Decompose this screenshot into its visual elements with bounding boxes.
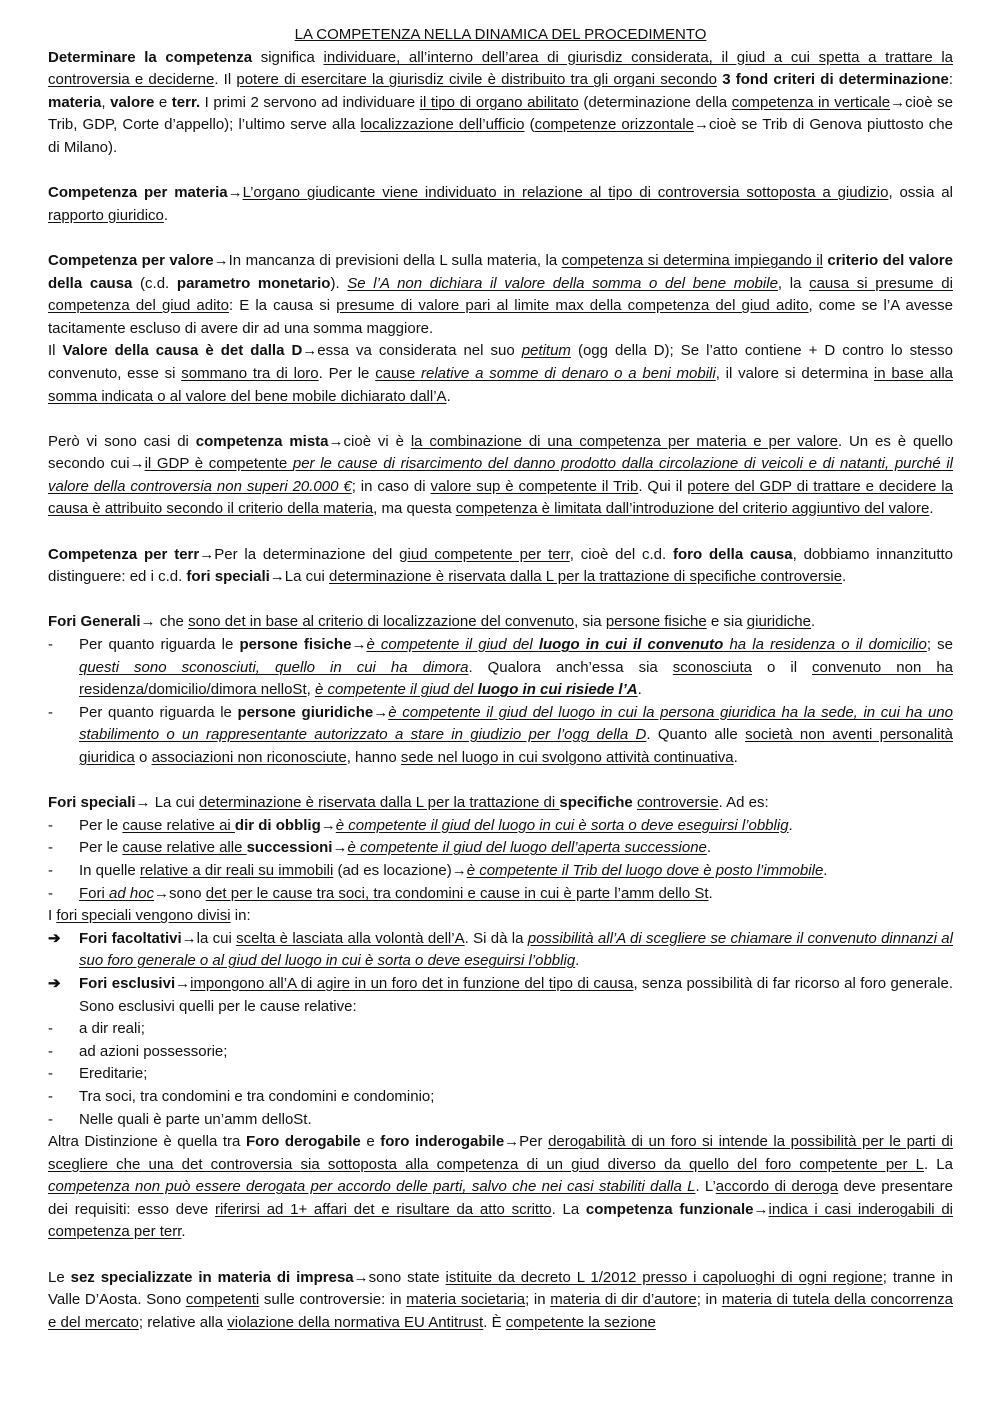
arrow-bullet-icon: ➔: [48, 974, 61, 992]
text-run: associazioni non riconosciute: [151, 749, 347, 766]
text-run: , cioè del c.d.: [569, 545, 674, 563]
text-run: fori speciali vengono divisi: [56, 907, 231, 925]
text-run: Altra Distinzione è quella tra: [48, 1133, 246, 1151]
text-run: competenze orizzontale: [534, 116, 694, 134]
text-run: . Il: [214, 71, 237, 89]
text-run: .: [446, 387, 451, 405]
text-run: .: [823, 861, 828, 879]
text-run: criterio del valore della causa: [48, 251, 953, 292]
text-run: . L’: [695, 1178, 716, 1196]
text-run: localizzazione dell’ufficio: [360, 116, 525, 134]
text-run: →cioè vi è: [328, 432, 411, 450]
text-run: fori speciali: [186, 568, 270, 586]
text-run: :: [948, 71, 953, 89]
text-run: Fori Generali: [48, 613, 141, 631]
text-run: determinazione è riservata dalla L per la trattazione di specifiche controversie: [329, 568, 843, 586]
text-run: Se l’A non dichiara il valore della somma o del bene mobile: [347, 274, 778, 292]
text-run: , senza possibilità di far ricorso al foro generale. Sono esclusivi quelli per le cause relative:: [79, 974, 953, 1015]
text-run: successioni: [246, 839, 333, 857]
text-run: . La: [924, 1155, 953, 1173]
text-run: potere di esercitare la giurisdiz civile è distribuito tra gli organi secondo: [236, 71, 717, 89]
text-run: . La: [551, 1200, 586, 1218]
text-run: , il valore si determina: [715, 364, 874, 382]
text-run: valore sup è competente il Trib: [430, 477, 639, 495]
dash-bullet: -: [48, 1110, 53, 1128]
text-run: →cioè se Trib, GDP, Corte d’appello); l’ultimo serve alla: [48, 93, 953, 134]
text-run: foro inderogabile: [380, 1133, 505, 1151]
text-run: I primi 2 servono ad individuare: [200, 93, 420, 111]
text-run: . Quanto alle: [646, 726, 746, 744]
text-run: →In mancanza di previsioni della L sulla materia, la: [213, 251, 562, 269]
text-run: ha la residenza o il domicilio: [723, 636, 927, 654]
dash-bullet: -: [48, 884, 53, 902]
dash-bullet: -: [48, 1065, 53, 1083]
text-run: →: [320, 816, 336, 834]
text-run: (: [524, 116, 535, 134]
text-run: Per le: [79, 816, 123, 834]
list-item: [48, 860, 953, 883]
text-run: In quelle: [79, 861, 140, 879]
text-run: →sono: [154, 884, 206, 902]
text-run: deve presentare dei requisiti: esso deve: [48, 1178, 953, 1218]
text-run: per le cause di risarcimento del danno prodotto dalla circolazione di veicoli e di natanti, purché il valore della controversia non superi 20.000 €: [48, 455, 954, 495]
text-run: persone fisiche: [605, 613, 707, 631]
text-run: cause relative ai: [122, 816, 235, 834]
text-run: in base alla somma indicata o al valore del bene mobile dichiarato dall’A: [48, 364, 953, 405]
list-item: [48, 928, 953, 973]
text-run: Competenza per materia: [48, 184, 228, 202]
text-run: (c.d.: [132, 274, 177, 292]
text-run: petitum: [521, 342, 571, 360]
text-run: è competente il giud del luogo dell’aperta successione: [347, 839, 707, 857]
paragraph-competenza-valore: [48, 250, 953, 340]
text-run: .: [708, 884, 713, 902]
text-run: relative a somme di denaro o a beni mobili: [421, 364, 716, 382]
list-item-text: Ereditarie;: [79, 1065, 148, 1083]
text-run: controversie: [636, 794, 719, 812]
text-run: Valore della causa è det dalla D: [62, 342, 303, 360]
paragraph-fori-speciali: [48, 792, 953, 815]
text-run: istituite da decreto L 1/2012 presso i capoluoghi di ogni regione: [445, 1268, 883, 1286]
dash-bullet: -: [48, 816, 53, 834]
list-item: [48, 1063, 953, 1086]
text-run: in:: [230, 907, 251, 925]
list-item: [48, 1018, 953, 1041]
text-run: o: [134, 749, 152, 766]
text-run: significa: [252, 48, 324, 66]
list-fori-esclusivi: [48, 1018, 953, 1131]
page-title: LA COMPETENZA NELLA DINAMICA DEL PROCEDIMENTO: [294, 26, 707, 43]
text-run: materia di dir d’autore: [550, 1291, 697, 1309]
text-run: scelta è lasciata alla volontà dell’A: [236, 929, 465, 947]
text-run: è competente il giud del: [366, 636, 539, 654]
text-run: (determinazione della: [578, 93, 732, 111]
text-run: .: [842, 568, 847, 586]
text-run: →La cui: [269, 568, 329, 586]
text-run: competenza funzionale: [585, 1200, 754, 1218]
text-run: (ogg della D); Se l’atto contiene + D contro lo stesso convenuto, esse si: [48, 342, 953, 382]
text-run: .: [163, 206, 169, 224]
text-run: ; in: [525, 1291, 551, 1309]
text-run: impongono all’A di agire in un foro det in funzione del tipo di causa: [190, 974, 634, 992]
text-run: sommano tra di loro: [181, 364, 319, 382]
arrow-bullet-icon: ➔: [48, 929, 61, 947]
text-run: (ad es locazione)→: [333, 861, 467, 879]
text-run: Determinare la competenza: [48, 48, 253, 66]
text-run: cause relative alle: [122, 839, 247, 857]
text-run: . Si dà la: [464, 929, 528, 947]
text-run: e: [154, 93, 172, 111]
text-run: sez specializzate in materia di impresa: [70, 1268, 354, 1286]
text-run: Fori speciali: [48, 794, 136, 812]
text-run: . Un es è quello secondo cui→: [48, 432, 953, 473]
text-run: foro della causa: [673, 545, 793, 563]
text-run: cause: [375, 364, 421, 382]
text-run: potere del GDP di trattare e decidere la causa è attribuito secondo il criterio della materia: [48, 477, 953, 518]
list-item-text: a dir reali;: [79, 1020, 145, 1038]
text-run: sede nel luogo in cui svolgono attività continuativa: [400, 749, 734, 766]
text-run: , ma questa: [373, 500, 456, 518]
text-run: →Per: [504, 1133, 549, 1151]
dash-bullet: -: [48, 703, 53, 721]
text-run: riferirsi ad 1+ affari det e risultare da atto scritto: [214, 1200, 552, 1218]
document-body: [48, 24, 953, 1334]
dash-bullet: -: [48, 861, 53, 879]
text-run: ; in caso di: [351, 477, 431, 495]
text-run: , la: [777, 274, 810, 292]
paragraph-competenza-materia: [48, 182, 953, 227]
text-run: Competenza per valore: [48, 251, 214, 269]
text-run: .: [575, 952, 580, 970]
text-run: rapporto giuridico: [48, 206, 164, 224]
text-run: possibilità all’A di scegliere se chiamare il convenuto dinnanzi al suo foro generale o al giud del luogo in cui è sorta o deve eseguirsi l’obblig: [79, 929, 953, 970]
list-item: [48, 973, 953, 1018]
list-fori-generali: [48, 634, 953, 770]
text-run: individuare, all’interno dell’area di giurisdiz considerata, il giud a cui spetta a trattare la controversia e deciderne: [48, 48, 953, 89]
text-run: è competente il Trib del luogo dove è posto l’immobile: [466, 861, 824, 879]
list-item-text: Tra soci, tra condomini e tra condomini e condominio;: [79, 1087, 435, 1105]
text-run: il tipo di organo abilitato: [419, 93, 579, 111]
text-run: . Ad es:: [718, 794, 769, 812]
text-run: valore: [110, 93, 155, 111]
list-item-text: ad azioni possessorie;: [79, 1042, 228, 1060]
dash-bullet: -: [48, 839, 53, 857]
text-run: →: [227, 184, 243, 202]
text-run: Competenza per terr→: [48, 545, 215, 563]
text-run: accordo di deroga: [715, 1178, 839, 1196]
text-run: . Qualora anch’essa sia: [468, 658, 673, 676]
text-run: ,: [101, 93, 111, 111]
text-run: 3 fond criteri di determinazione: [722, 71, 949, 89]
text-run: ad hoc: [109, 884, 155, 902]
text-run: .: [706, 839, 712, 857]
text-run: causa si presume di competenza del giud adito: [48, 274, 953, 315]
paragraph-competenza-terr: [48, 544, 953, 589]
text-run: materia societaria: [406, 1291, 526, 1309]
text-run: , hanno: [346, 749, 401, 766]
text-run: .: [929, 500, 934, 518]
text-run: è competente il giud del luogo in cui è sorta o deve eseguirsi l’obblig: [335, 816, 789, 834]
list-item: [48, 634, 953, 702]
text-run: Per le: [79, 839, 123, 857]
text-run: Fori: [79, 884, 109, 902]
text-run: sconosciuta: [672, 658, 752, 676]
text-run: .: [788, 816, 793, 834]
text-run: →: [332, 839, 348, 857]
dash-bullet: -: [48, 1042, 53, 1060]
text-run: relative a dir reali su immobili: [139, 861, 334, 879]
text-run: L’organo giudicante viene individuato in relazione al tipo di controversia sottoposta a giudizio: [242, 184, 889, 202]
list-item: [48, 883, 953, 906]
text-run: Fori esclusivi: [79, 974, 176, 992]
text-run: →sono state: [353, 1268, 446, 1286]
text-run: ; tranne in Valle D’Aosta. Sono: [48, 1268, 953, 1309]
text-run: → La cui: [135, 794, 199, 812]
list-fori-speciali: [48, 815, 953, 905]
text-run: Però vi sono casi di: [48, 432, 196, 450]
text-run: . Per le: [318, 364, 376, 382]
text-run: Fori facoltativi: [79, 929, 182, 947]
text-run: materia di tutela della concorrenza e del mercato: [48, 1291, 953, 1331]
text-run: →: [753, 1200, 769, 1218]
text-run: Il: [48, 342, 63, 360]
dash-bullet: -: [48, 636, 53, 654]
text-run: giuridiche: [746, 613, 811, 631]
text-run: Per quanto riguarda le: [79, 636, 240, 654]
list-item: [48, 815, 953, 838]
text-run: competenza si determina impiegando il: [561, 251, 823, 269]
text-run: luogo in cui risiede l’A: [477, 681, 638, 699]
paragraph-sezioni-impresa: [48, 1267, 953, 1335]
text-run: →: [351, 636, 367, 654]
list-item: [48, 837, 953, 860]
text-run: o il: [751, 658, 813, 676]
paragraph-fori-generali: [48, 611, 953, 634]
text-run: presume di valore pari al limite max della competenza del giud adito: [336, 297, 809, 315]
text-run: il GDP è competente: [144, 455, 293, 473]
text-run: questi sono sconosciuti, quello in cui ha dimora: [79, 658, 469, 676]
text-run: →: [175, 974, 191, 992]
text-run: determinazione è riservata dalla L per la trattazione di: [198, 794, 560, 812]
text-run: . È: [483, 1313, 506, 1331]
paragraph-foro-derogabile: [48, 1131, 953, 1244]
text-run: competente la sezione: [505, 1313, 656, 1331]
text-run: competenza mista: [195, 432, 329, 450]
text-run: .: [733, 749, 738, 766]
text-run: persone giuridiche: [237, 703, 374, 721]
list-item: [48, 1086, 953, 1109]
paragraph-competenza-mista: [48, 431, 953, 521]
text-run: →essa va considerata nel suo: [302, 342, 522, 360]
list-item: [48, 1041, 953, 1064]
text-run: : E la causa si: [228, 297, 337, 315]
text-run: convenuto non ha residenza/domicilio/dimora nelloSt: [79, 658, 954, 699]
text-run: det per le cause tra soci, tra condomini e cause in cui è parte l’amm dello St: [205, 884, 709, 902]
text-run: derogabilità di un foro si intende la possibilità per le parti di scegliere che una det controversia sia sottoposta alla competenza di un giud diverso da quello del foro competente per L: [48, 1133, 953, 1173]
text-run: ; se: [926, 636, 953, 654]
list-item: [48, 1109, 953, 1132]
text-run: competenza in verticale: [731, 93, 891, 111]
text-run: ,: [306, 681, 315, 699]
text-run: .: [637, 681, 642, 699]
text-run: → che: [140, 613, 189, 631]
text-run: , dobbiamo innanzitutto distinguere: ed i c.d.: [48, 545, 954, 586]
dash-bullet: -: [48, 1087, 53, 1105]
list-item-text: Nelle quali è parte un’amm delloSt.: [79, 1110, 312, 1128]
text-run: →la cui: [181, 929, 237, 947]
text-run: la combinazione di una competenza per materia e per valore: [410, 432, 838, 450]
text-run: dir di obblig: [234, 816, 321, 834]
text-run: competenti: [185, 1291, 260, 1309]
text-run: →: [373, 703, 389, 721]
text-run: giud competente per terr: [399, 545, 570, 563]
text-run: società non aventi personalità giuridica: [79, 726, 953, 766]
text-run: .: [181, 1223, 186, 1241]
list-item: [48, 702, 953, 770]
text-run: persone fisiche: [239, 636, 352, 654]
text-run: e: [360, 1133, 381, 1151]
text-run: sono det in base al criterio di localizzazione del convenuto: [188, 613, 575, 631]
paragraph-valore-causa: [48, 340, 953, 408]
text-run: sulle controversie: in: [259, 1291, 407, 1309]
text-run: .: [810, 613, 816, 631]
paragraph-fori-divisione: [48, 905, 953, 928]
text-run: terr.: [171, 93, 201, 111]
list-fori-tipi: [48, 928, 953, 1018]
text-run: è competente il giud del luogo in cui la persona giuridica ha la sede, in cui ha uno stabilimento o un rappresentante autorizzato a stare in giudizio per l’ogg della D: [79, 703, 953, 744]
text-run: competenza non può essere derogata per accordo delle parti, salvo che nei casi stabiliti dalla L: [48, 1178, 696, 1196]
text-run: , sia: [574, 613, 606, 631]
text-run: materia: [48, 93, 102, 111]
text-run: indica i casi inderogabili di competenza per terr: [48, 1200, 954, 1241]
paragraph-intro: [48, 47, 953, 160]
text-run: luogo in cui il convenuto: [538, 636, 724, 654]
text-run: , ossia al: [888, 184, 953, 202]
dash-bullet: -: [48, 1020, 53, 1038]
text-run: Per quanto riguarda le: [79, 703, 238, 721]
text-run: . Qui il: [638, 477, 688, 495]
text-run: ; in: [696, 1291, 722, 1309]
text-run: →cioè se Trib di Genova piuttosto che di Milano).: [48, 116, 953, 156]
text-run: I: [48, 907, 57, 925]
text-run: e sia: [706, 613, 747, 631]
text-run: ).: [330, 274, 348, 292]
text-run: ; relative alla: [138, 1313, 228, 1331]
text-run: , come se l’A avesse tacitamente escluso di avere dir ad una somma maggiore.: [48, 297, 954, 337]
text-run: Foro derogabile: [245, 1133, 361, 1151]
text-run: competenza è limitata dall’introduzione del criterio aggiuntivo del valore: [455, 500, 930, 518]
text-run: Le: [48, 1268, 71, 1286]
text-run: è competente il giud del: [314, 681, 478, 699]
text-run: specifiche: [559, 794, 633, 812]
text-run: violazione della normativa EU Antitrust: [227, 1313, 484, 1331]
text-run: Per la determinazione del: [214, 545, 400, 563]
text-run: parametro monetario: [176, 274, 331, 292]
